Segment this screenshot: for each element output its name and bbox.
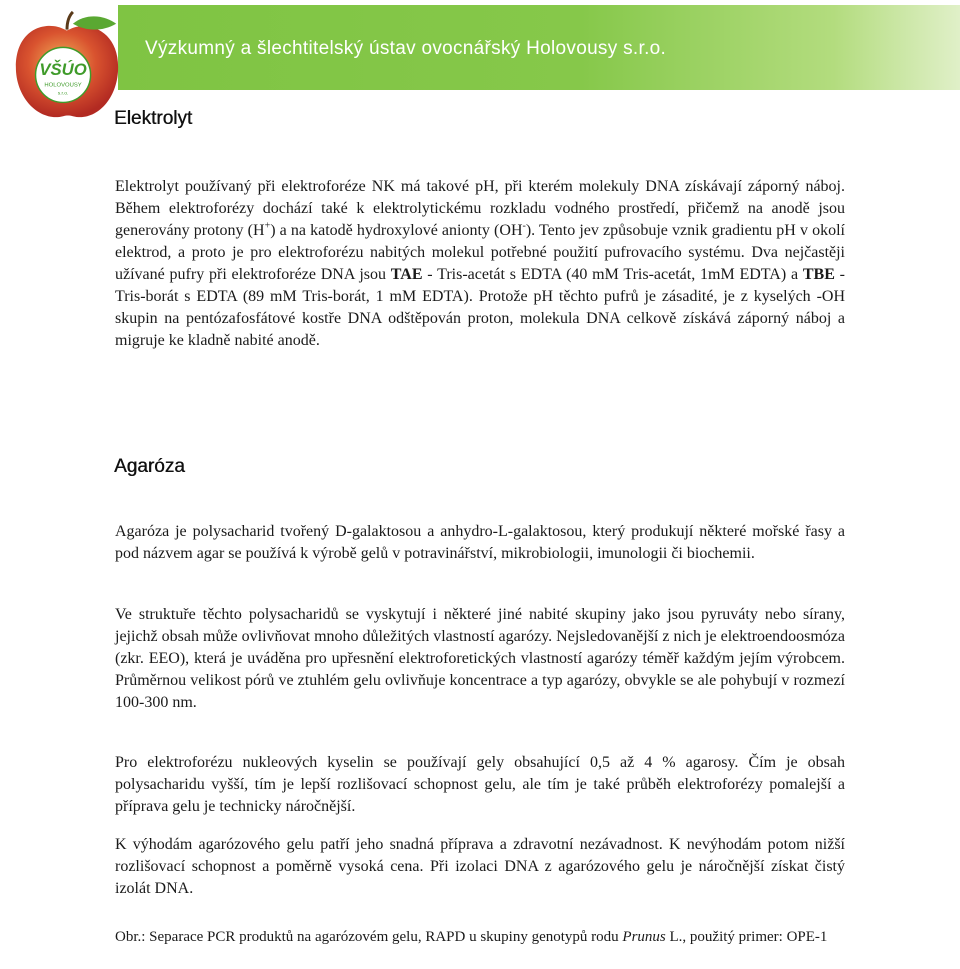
logo-text: VŠÚO (39, 59, 87, 79)
heading-elektrolyt: Elektrolyt (114, 108, 193, 129)
paragraph-agaroza-structure: Ve struktuře těchto polysacharidů se vyskytují i některé jiné nabité skupiny jako jsou pyruváty nebo sírany, jejichž obsah může ovlivňovat mnoho důležitých vlastností agarózy. Nejsledovanější z nich je elektroendoosmóza (zkr. EEO), která je uváděna pro upřesnění elektroforetických vlastností agarózy téměř každým jejím výrobcem. Průměrnou velikost pórů ve ztuhlém gelu ovlivňuje koncentrace a typ agarózy, obvykle se ale pohybují v rozmezí 100-300 nm. (115, 606, 845, 711)
institute-title: Výzkumný a šlechtitelský ústav ovocnářský Holovousy s.r.o. (145, 38, 667, 59)
paragraph-agaroza-concentration: Pro elektroforézu nukleových kyselin se používají gely obsahující 0,5 až 4 % agarosy. Čím je obsah polysacharidu vyšší, tím je lepší rozlišovací schopnost gelu, ale tím je také průběh elektroforézy pomalejší a příprava gelu je technicky náročnější. (115, 754, 845, 815)
header-banner (118, 5, 960, 90)
logo-subtext: HOLOVOUSY (44, 82, 82, 89)
paragraph-agaroza-pros-cons: K výhodám agarózového gelu patří jeho snadná příprava a zdravotní nezávadnost. K nevýhodám potom nižší rozlišovací schopnost a poměrně vysoká cena. Při izolaci DNA z agarózového gelu je náročnější získat čistý izolát DNA. (115, 836, 845, 897)
figure-caption: Obr.: Separace PCR produktů na agarózovém gelu, RAPD u skupiny genotypů rodu Prunus L., použitý primer: OPE-1 (115, 929, 828, 945)
logo-suffix: s.r.o. (57, 91, 69, 97)
paragraph-elektrolyt: Elektrolyt používaný při elektroforéze NK má takové pH, při kterém molekuly DNA získávají záporný náboj. Během elektroforézy dochází také k elektrolytickému rozkladu vodného prostředí, přičemž na anodě jsou generovány protony (H+) a na katodě hydroxylové anionty (OH-). Tento jev způsobuje vznik gradientu pH v okolí elektrod, a proto je pro elektroforézu nabitých molekul potřebné použití pufrovacího systému. Dva nejčastěji užívané pufry při elektroforéze DNA jsou TAE - Tris-acetát s EDTA (40 mM Tris-acetát, 1mM EDTA) a TBE - Tris-borát s EDTA (89 mM Tris-borát, 1 mM EDTA). Protože pH těchto pufrů je zásadité, je z kyselých -OH skupin na pentózafosfátové kostře DNA odštěpován proton, molekula DNA celkově získává záporný náboj a migruje ke kladně nabité anodě. (115, 178, 845, 349)
heading-agaroza: Agaróza (114, 456, 185, 477)
paragraph-agaroza-definition: Agaróza je polysacharid tvořený D-galaktosou a anhydro-L-galaktosou, který produkují některé mořské řasy a pod názvem agar se používá k výrobě gelů v potravinářství, mikrobiologii, imunologii či biochemii. (115, 523, 845, 562)
apple-logo-icon (8, 10, 126, 128)
